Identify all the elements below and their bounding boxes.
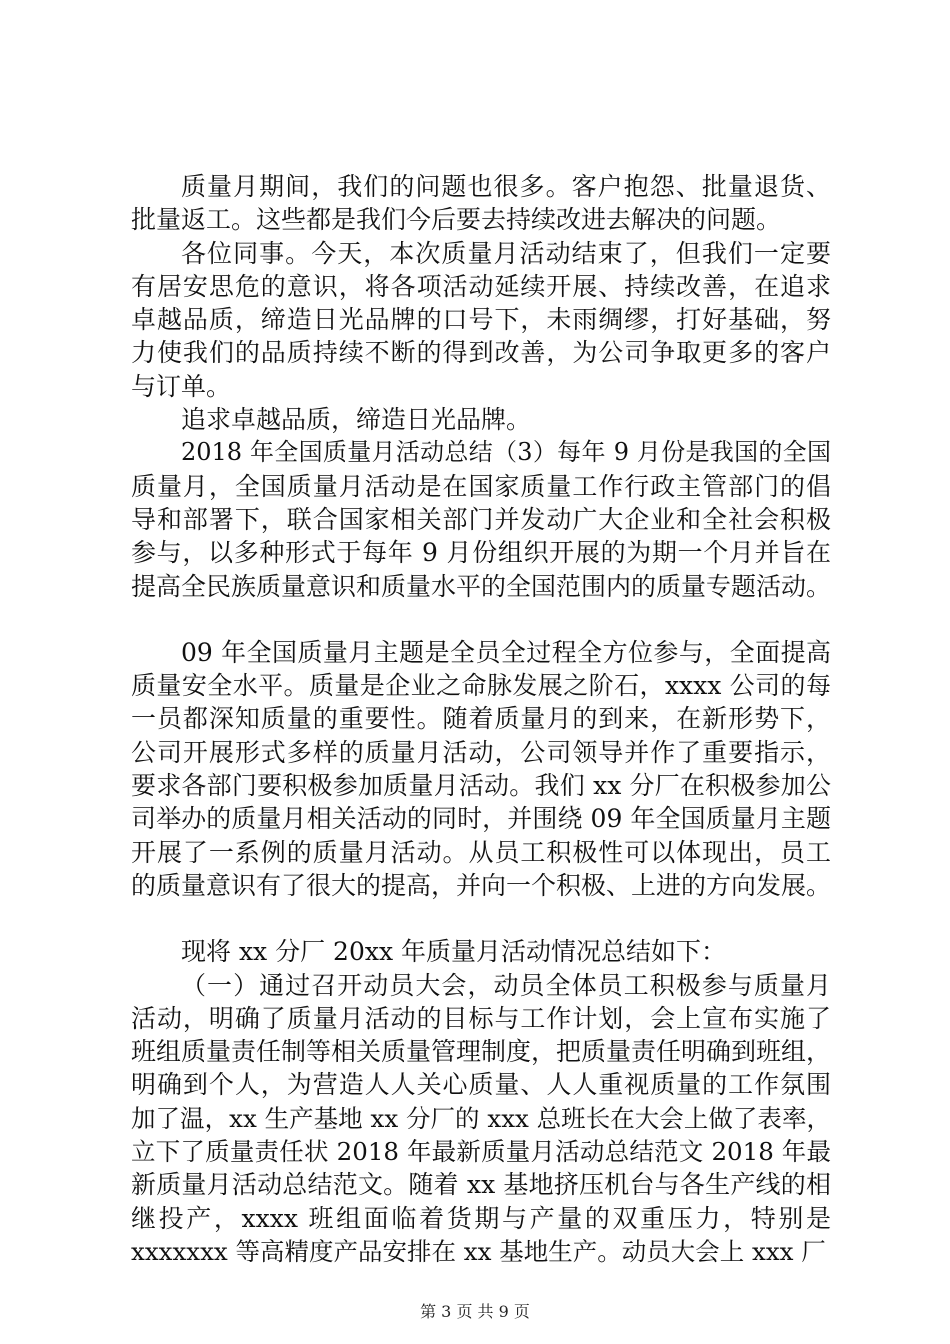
text-line: 新质量月活动总结范文。随着 xx 基地挤压机台与各生产线的相 (131, 1170, 831, 1200)
text-line: 卓越品质，缔造日光品牌的口号下，未雨绸缪，打好基础，努 (131, 305, 831, 335)
text-line: 明确到个人，为营造人人关心质量、人人重视质量的工作氛围 (131, 1070, 831, 1100)
text-line: xxxxxxx 等高精度产品安排在 xx 基地生产。动员大会上 xxx 厂 (131, 1236, 826, 1266)
paragraph (131, 237, 831, 403)
text-line: 09 年全国质量月主题是全员全过程全方位参与，全面提高 (181, 637, 831, 667)
text-line: 公司开展形式多样的质量月活动，公司领导并作了重要指示， (131, 737, 831, 767)
paragraph (131, 403, 831, 436)
text-line: 立下了质量责任状 2018 年最新质量月活动总结范文 2018 年最 (131, 1137, 831, 1167)
text-line: 继投产，xxxx 班组面临着货期与产量的双重压力，特别是 (131, 1203, 831, 1233)
text-line: 提高全民族质量意识和质量水平的全国范围内的质量专题活动。 (131, 571, 832, 601)
page-footer: 第 3 页 共 9 页 (420, 1302, 530, 1321)
text-line: 各位同事。今天，本次质量月活动结束了，但我们一定要 (181, 238, 831, 268)
paragraph (131, 969, 831, 1269)
text-line: 一员都深知质量的重要性。随着质量月的到来，在新形势下， (131, 704, 831, 734)
text-line: 质量月期间，我们的问题也很多。客户抱怨、批量退货、 (181, 172, 831, 201)
text-line: 现将 xx 分厂 20xx 年质量月活动情况总结如下： (181, 937, 726, 967)
text-line: 2018 年全国质量月活动总结（3）每年 9 月份是我国的全国 (181, 438, 831, 467)
text-line: （一）通过召开动员大会，动员全体员工积极参与质量月 (181, 970, 831, 1000)
text-line: 导和部署下，联合国家相关部门并发动广大企业和全社会积极 (131, 504, 831, 534)
paragraph (131, 935, 831, 968)
text-line: 质量安全水平。质量是企业之命脉发展之阶石，xxxx 公司的每 (131, 671, 831, 701)
text-line: 活动，明确了质量月活动的目标与工作计划，会上宣布实施了 (131, 1003, 831, 1033)
document-body (131, 170, 831, 1268)
text-line: 追求卓越品质，缔造日光品牌。 (181, 405, 532, 435)
paragraph (131, 170, 831, 237)
paragraph (131, 636, 831, 902)
text-line: 力使我们的品质持续不断的得到改善，为公司争取更多的客户 (131, 338, 831, 368)
text-line: 有居安思危的意识，将各项活动延续开展、持续改善，在追求 (131, 271, 831, 301)
text-line: 与订单。 (131, 371, 232, 401)
text-line: 的质量意识有了很大的提高，并向一个积极、上进的方向发展。 (131, 870, 832, 900)
paragraph (131, 436, 831, 602)
text-line: 质量月，全国质量月活动是在国家质量工作行政主管部门的倡 (131, 471, 831, 501)
text-line: 司举办的质量月相关活动的同时，并围绕 09 年全国质量月主题 (131, 804, 831, 834)
text-line: 要求各部门要积极参加质量月活动。我们 xx 分厂在积极参加公 (131, 771, 831, 801)
text-line: 参与，以多种形式于每年 9 月份组织开展的为期一个月并旨在 (131, 538, 831, 568)
text-line: 班组质量责任制等相关质量管理制度，把质量责任明确到班组， (131, 1037, 832, 1067)
text-line: 批量返工。这些都是我们今后要去持续改进去解决的问题。 (131, 205, 782, 235)
text-line: 开展了一系例的质量月活动。从员工积极性可以体现出，员工 (131, 837, 831, 867)
text-line: 加了温，xx 生产基地 xx 分厂的 xxx 总班长在大会上做了表率， (131, 1103, 831, 1133)
